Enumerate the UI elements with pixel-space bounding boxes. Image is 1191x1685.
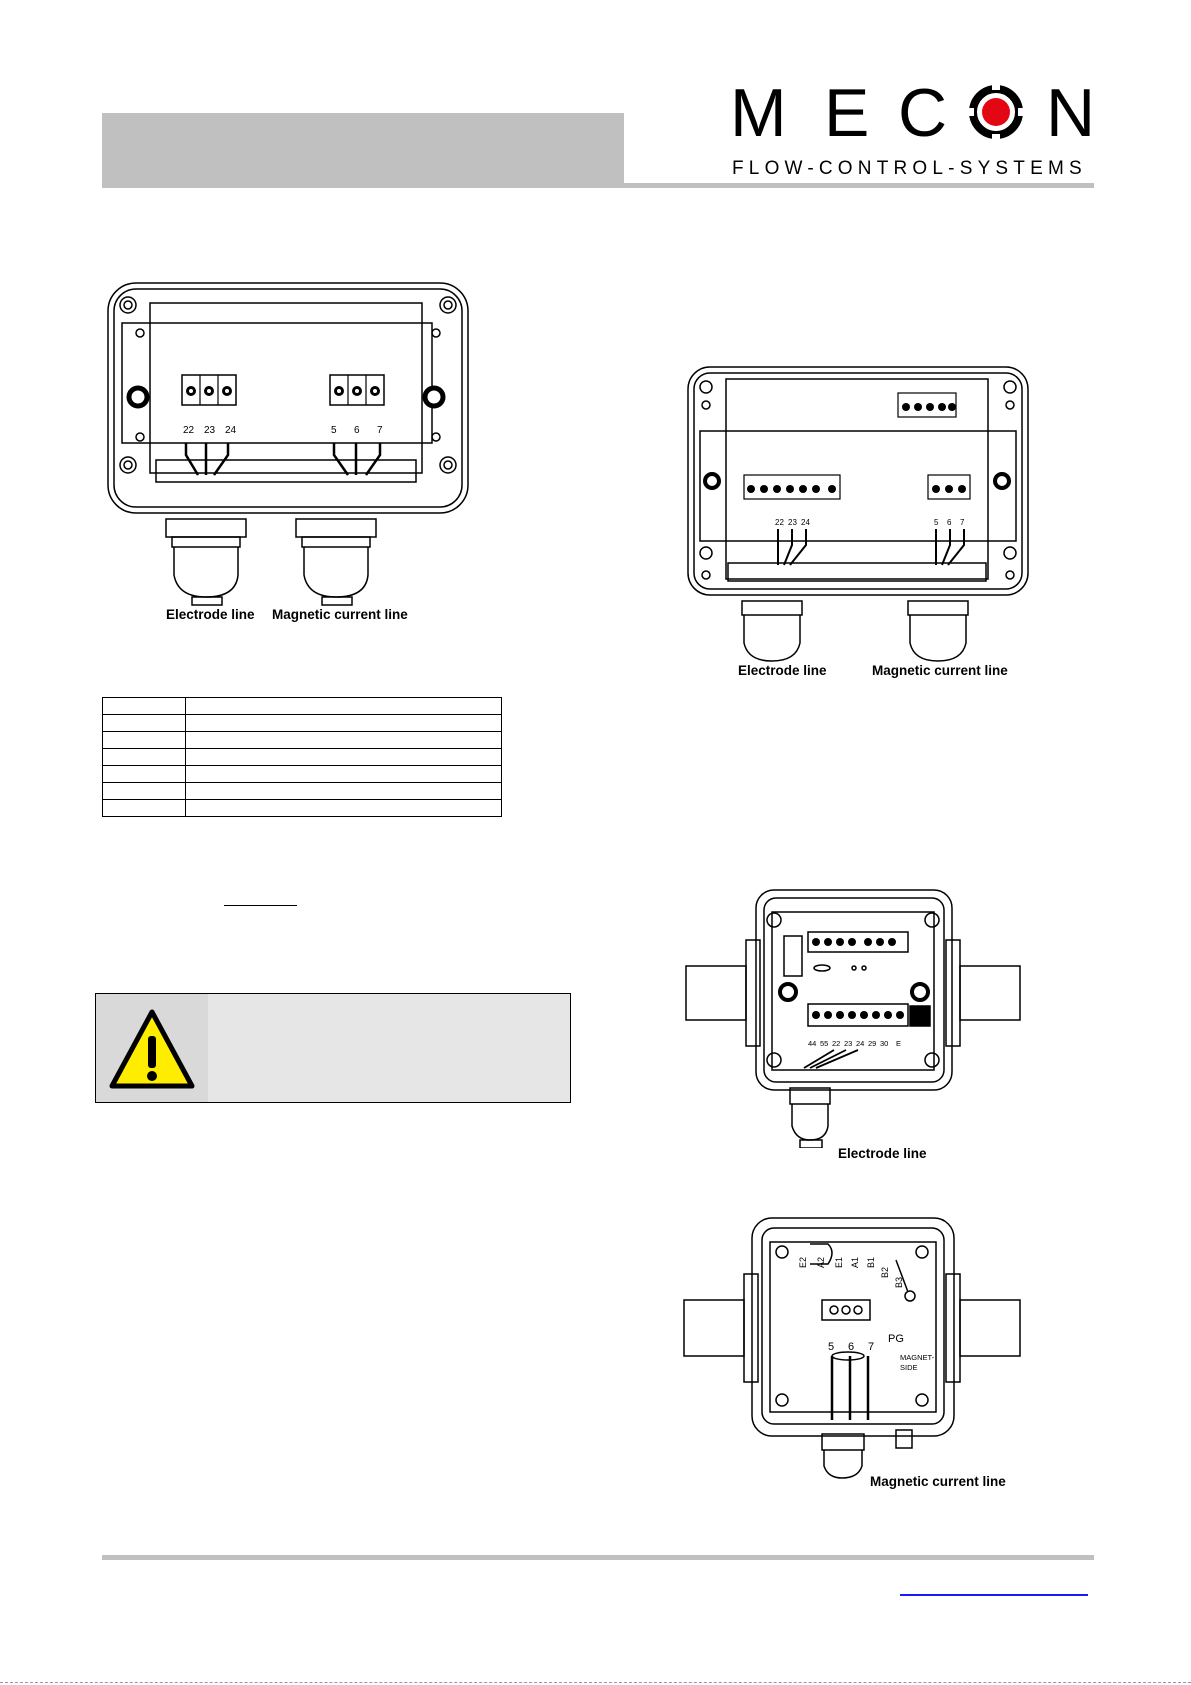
terminal-table — [102, 697, 502, 817]
figure-junction-box-1 — [100, 275, 480, 635]
fig4-label-a1: A1 — [850, 1256, 860, 1268]
fig1-terminal-24: 24 — [225, 425, 237, 436]
figure-4-drawing — [682, 1216, 1022, 1482]
fig3-terminal-44: 44 — [808, 1039, 817, 1048]
fig3-terminal-29: 29 — [868, 1039, 877, 1048]
footer-rule — [102, 1555, 1094, 1560]
fig3-caption-electrode: Electrode line — [838, 1146, 927, 1161]
fig1-terminal-22: 22 — [183, 425, 195, 436]
figure-3-drawing — [684, 888, 1024, 1148]
fig4-label-b2: B2 — [880, 1266, 890, 1278]
table-cell — [186, 715, 502, 732]
figure-1-drawing — [100, 275, 480, 635]
figure-2-drawing — [686, 365, 1031, 675]
table-row — [103, 715, 502, 732]
table-cell — [186, 698, 502, 715]
logo-red-dot — [982, 98, 1010, 126]
warning-triangle-icon — [96, 994, 208, 1102]
fig4-label-e2: E2 — [798, 1256, 808, 1268]
fig2-terminal-24: 24 — [801, 518, 810, 527]
table-cell — [186, 783, 502, 800]
fig4-number-5: 5 — [828, 1341, 835, 1353]
logo-tagline: FLOW-CONTROL-SYSTEMS — [732, 158, 1087, 179]
fig4-label-side: SIDE — [900, 1363, 918, 1372]
table-cell — [103, 766, 186, 783]
fig4-number-6: 6 — [848, 1341, 855, 1353]
page-edge — [0, 1682, 1191, 1683]
fig2-terminal-23: 23 — [788, 518, 797, 527]
fig2-terminal-7: 7 — [960, 518, 965, 527]
logo-letter-n: N — [1046, 75, 1096, 151]
fig1-terminal-23: 23 — [204, 425, 216, 436]
fig1-terminal-6: 6 — [354, 425, 360, 436]
fig2-terminal-22: 22 — [775, 518, 784, 527]
fig3-terminal-23: 23 — [844, 1039, 853, 1048]
table-row — [103, 749, 502, 766]
logo-letter-c: C — [898, 75, 948, 151]
table-cell — [186, 800, 502, 817]
brand-logo — [728, 72, 1098, 182]
fig3-terminal-55: 55 — [820, 1039, 829, 1048]
table-cell — [103, 800, 186, 817]
fig4-number-7: 7 — [868, 1341, 875, 1353]
fig1-terminal-7: 7 — [377, 425, 383, 436]
table-cell — [103, 749, 186, 766]
fig4-label-magnet: MAGNET- — [900, 1353, 935, 1362]
fig4-label-b3: B3 — [894, 1276, 904, 1288]
fig3-terminal-30: 30 — [880, 1039, 889, 1048]
header-rule — [624, 183, 1094, 188]
fig4-caption-magnetic: Magnetic current line — [870, 1474, 1006, 1489]
brand-logo-svg — [728, 72, 1098, 182]
table-cell — [186, 749, 502, 766]
fig2-terminal-6: 6 — [947, 518, 952, 527]
fig3-terminal-e: E — [896, 1039, 902, 1048]
figure-magnet-side — [682, 1216, 1022, 1496]
fig4-label-a2: A2 — [816, 1256, 826, 1268]
table-row — [103, 766, 502, 783]
fig1-terminal-5: 5 — [331, 425, 337, 436]
figure-junction-box-2 — [686, 365, 1031, 685]
table-cell — [103, 732, 186, 749]
fig4-label-pg: PG — [888, 1333, 904, 1345]
table-cell — [103, 783, 186, 800]
table-row — [103, 783, 502, 800]
fig3-terminal-22: 22 — [832, 1039, 841, 1048]
figure-compact-housing — [684, 888, 1024, 1163]
fig2-terminal-5: 5 — [934, 518, 939, 527]
table-cell — [186, 732, 502, 749]
table-row — [103, 698, 502, 715]
warning-icon-cell — [96, 994, 208, 1102]
logo-letter-e: E — [824, 75, 870, 151]
warning-box — [95, 993, 571, 1103]
fig4-label-b1: B1 — [866, 1256, 876, 1268]
fig1-caption-electrode: Electrode line — [166, 607, 255, 622]
header-gray-bar — [102, 113, 624, 188]
table-cell — [103, 715, 186, 732]
underline-link[interactable] — [224, 905, 297, 906]
table-cell — [103, 698, 186, 715]
fig2-caption-electrode: Electrode line — [738, 663, 827, 678]
logo-letter-m: M — [730, 75, 787, 151]
fig2-caption-magnetic: Magnetic current line — [872, 663, 1008, 678]
table-row — [103, 732, 502, 749]
footer-link-underline[interactable] — [900, 1594, 1088, 1596]
fig1-caption-magnetic: Magnetic current line — [272, 607, 408, 622]
table-row — [103, 800, 502, 817]
fig3-terminal-24: 24 — [856, 1039, 865, 1048]
fig4-label-e1: E1 — [834, 1256, 844, 1268]
table-cell — [186, 766, 502, 783]
